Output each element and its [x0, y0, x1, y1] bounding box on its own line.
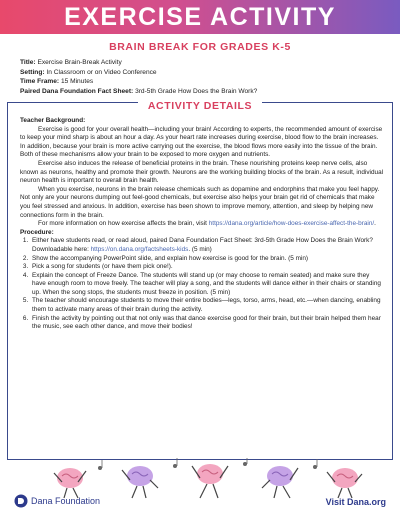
meta-time: Time Frame: 15 Minutes — [20, 78, 94, 86]
page-subtitle: BRAIN BREAK FOR GRADES K-5 — [109, 41, 291, 53]
meta-setting: Setting: In Classroom or on Video Conference — [20, 68, 157, 76]
background-paragraph-4: For more information on how exercise affects the brain, visit https://dana.org/article/how-does-exercise-affect-the-brain/. — [38, 220, 376, 228]
activity-details-content — [20, 117, 384, 332]
page-title: EXERCISE ACTIVITY — [64, 2, 336, 31]
dana-logo-icon — [14, 494, 28, 508]
dancing-brain-icon — [327, 468, 362, 498]
meta-title: Title: Exercise Brain-Break Activity — [20, 59, 122, 66]
procedure-step-3: 3. Pick a song for students (or have them pick one!). — [30, 263, 384, 272]
teacher-background-heading: Teacher Background: — [20, 117, 86, 124]
dana-foundation-logo — [14, 494, 100, 508]
procedure-step-6: 6. Finish the activity by pointing out that not only was that dance exercise good for their brain, but their brain helped them hear the music, see each other dance, and move their bodies! — [30, 315, 384, 332]
procedure-step-4: 4. Explain the concept of Freeze Dance. The students will stand up (or may choose to remain seated) and make sure they have enough room to move freely. The teacher will play a song, and the students will dance either in their chairs or standing up. When the song stops, the students must freeze in position. (5 min) — [30, 272, 384, 298]
procedure-step-5: 5. The teacher should encourage students to move their entire bodies—legs, torso, arms, head, etc.—when dancing, enabling them to activate many areas of their brain during the activity. — [30, 297, 384, 314]
dancing-brain-icon — [262, 466, 298, 498]
procedure-heading: Procedure: — [20, 228, 54, 236]
dancing-brain-icon — [192, 464, 228, 498]
dancing-brain-icon — [122, 466, 158, 498]
procedure-list — [20, 237, 384, 332]
activity-meta — [20, 58, 257, 96]
title-banner — [0, 0, 400, 34]
exercise-article-link[interactable]: https://dana.org/article/how-does-exercise-affect-the-brain/ — [208, 220, 375, 228]
activity-details-box — [7, 102, 393, 460]
procedure-step-2: 2. Show the accompanying PowerPoint slide, and explain how exercise is good for the brain. (5 min) — [30, 255, 384, 264]
background-paragraph-2: Exercise also induces the release of beneficial proteins in the brain. These nourishing proteins keep nerve cells, also known as neurons, healthy and promote their growth. Neurons are the working building blocks of the brain. As a result, individual neuron health is important to overall brain health. — [20, 159, 384, 185]
activity-details-heading: ACTIVITY DETAILS — [8, 96, 392, 114]
meta-factsheet: Paired Dana Foundation Fact Sheet: 3rd-5th Grade How Does the Brain Work? — [20, 87, 258, 95]
background-paragraph-3: When you exercise, neurons in the brain release chemicals such as dopamine and endorphins that make you feel happy. Not only are your neurons dumping out feel-good chemicals, but exercise also helps your brain get rid of chemicals that make you feel stressed and anxious. In addition, exercise has been shown to improve memory, attention, and sleep by helping new connections form in the brain. — [20, 185, 380, 219]
logo-text: Dana Foundation — [31, 496, 101, 506]
visit-dana-link[interactable]: Visit Dana.org — [325, 497, 386, 507]
factsheets-link[interactable]: https://on.dana.org/factsheets-kids — [90, 245, 189, 253]
background-paragraph-1: Exercise is good for your overall health—including your brain! According to experts, the recommended amount of exercise to keep your mind sharp is about an hour a day. As your heart rate increases during exercise, blood flow to the brain increases. In addition, because your brain is more active carrying out the exercise, the blood flows more easily into the tissue of the brain. Both of these mechanisms allow your brain to be exposed to more oxygen and nutrients. — [20, 125, 383, 159]
procedure-step-1: 1. Either have students read, or read aloud, paired Dana Foundation Fact Sheet: 3rd-5th Grade How Does the Brain Work? Downloadable here: https://on.dana.org/factsheets-kids. (5 min) — [30, 237, 384, 254]
